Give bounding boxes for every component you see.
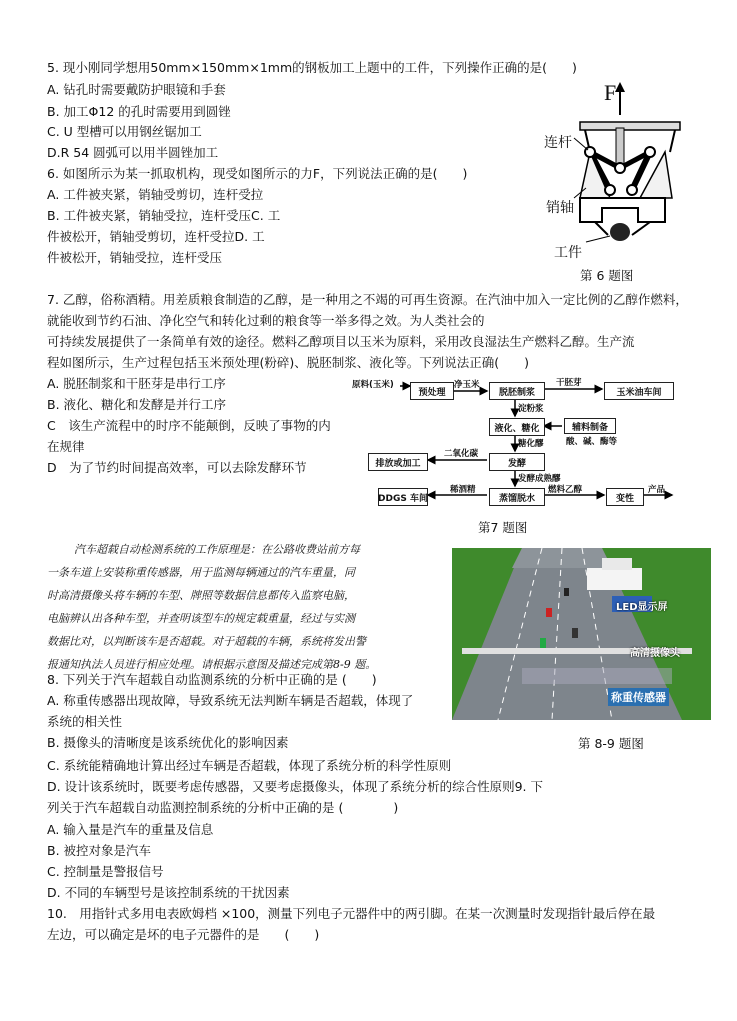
q7-line-3: 可持续发展提供了一条简单有效的途径。燃料乙醇项目以玉米为原料，采用改良湿法生产燃料乙醇。生产流: [47, 334, 635, 349]
fig7-caption: 第7 题图: [478, 520, 528, 535]
flow-co2: 二氧化碳: [444, 449, 479, 459]
flow-dilute: 稀酒精: [450, 485, 476, 495]
q9-option-b: B. 被控对象是汽车: [47, 843, 152, 858]
q9-option-d: D. 不同的车辆型号是该控制系统的干扰因素: [47, 885, 290, 900]
q7-option-a: A. 脱胚制浆和干胚芽是串行工序: [47, 376, 226, 391]
flow-raw: 原料(玉米): [352, 380, 394, 390]
q9-option-c: C. 控制量是警报信号: [47, 864, 164, 879]
q7-line-2: 就能收到节约石油、净化空气和转化过剩的粮食等一举多得之效。为人类社会的: [47, 313, 485, 328]
flow-vent: 排放或加工: [368, 453, 428, 471]
intro-line-1: 汽车超载自动检测系统的工作原理是：在公路收费站前方每: [74, 543, 360, 556]
flow-liquefy: 液化、糖化: [489, 418, 545, 436]
q5-option-b: B. 加工Φ12 的孔时需要用到圆锉: [47, 104, 231, 119]
flow-denature: 变性: [606, 488, 644, 506]
q8-option-c: C. 系统能精确地计算出经过车辆是否超载，体现了系统分析的科学性原则: [47, 758, 452, 773]
q5-stem: 5. 现小刚同学想用50mm×150mm×1mm的钢板加工上题中的工件，下列操作正确的是( ): [47, 60, 577, 75]
q7-line-4: 程如图所示，生产过程包括玉米预处理(粉碎)、脱胚制浆、液化等。下列说法正确( ): [47, 355, 530, 370]
q9-option-a: A. 输入量是汽车的重量及信息: [47, 822, 214, 837]
road-drawing: [452, 548, 711, 720]
link-label: 连杆: [544, 135, 572, 151]
flow-distill: 蒸馏脱水: [489, 488, 545, 506]
q7-option-b: B. 液化、糖化和发酵是并行工序: [47, 397, 227, 412]
camera-label: 高清摄像头: [630, 648, 680, 659]
q7-option-c-cont: 在规律: [47, 439, 85, 454]
q7-line-1: 7. 乙醇，俗称酒精。用差质粮食制造的乙醇，是一种用之不竭的可再生资源。在汽油中加入一定比例的乙醇作燃料，: [47, 292, 688, 307]
q7-option-c: C 该生产流程中的时序不能颠倒，反映了事物的内: [47, 418, 331, 433]
fig7-flowchart: [352, 374, 712, 509]
intro-line-3: 时高清摄像头将车辆的车型、牌照等数据信息都传入监察电脑，: [47, 589, 355, 602]
q8-stem: 8. 下列关于汽车超载自动监测系统的分析中正确的是 ( ): [47, 672, 377, 687]
q10-line-1: 10. 用指针式多用电表欧姆档 ×100，测量下列电子元器件中的两引脚。在某一次测量时发现指针最后停在最: [47, 906, 656, 921]
led-label: LED显示屏: [616, 602, 668, 613]
q8-option-a: A. 称重传感器出现故障，导致系统无法判断车辆是否超载，体现了: [47, 693, 414, 708]
flow-ddgs: DDGS 车间: [378, 488, 428, 506]
flow-degerm: 脱胚制浆: [489, 382, 545, 400]
q5-option-a: A. 钻孔时需要戴防护眼镜和手套: [47, 82, 226, 97]
intro-line-4: 电脑辨认出各种车型，并查明该型车的规定载重量，经过与实测: [47, 612, 355, 625]
flow-clean-corn: 净玉米: [454, 380, 480, 390]
fig89-road-scene: [452, 548, 711, 720]
flow-fuel: 燃料乙醇: [548, 485, 583, 495]
q6-line-5: 件被松开，销轴受拉，连杆受压: [47, 250, 223, 265]
force-label: F: [604, 80, 617, 105]
q9-stem: 列关于汽车超载自动监测控制系统的分析中正确的是 ( ): [47, 800, 399, 815]
fig6-gripper-diagram: [540, 80, 710, 280]
q8-option-d: D. 设计该系统时，既要考虑传感器，又要考虑摄像头，体现了系统分析的综合性原则9. 下: [47, 779, 543, 794]
fig6-caption: 第 6 题图: [580, 268, 634, 283]
flow-starch: 淀粉浆: [518, 404, 544, 414]
q5-option-c: C. U 型槽可以用钢丝锯加工: [47, 124, 202, 139]
workpiece-label: 工件: [554, 245, 582, 261]
q8-option-b: B. 摄像头的清晰度是该系统优化的影响因素: [47, 735, 289, 750]
flow-dry-germ: 干胚芽: [556, 378, 582, 388]
flow-mature: 发酵成熟醪: [518, 474, 561, 484]
flow-sugar: 糖化醪: [518, 439, 544, 449]
flow-pre: 预处理: [410, 382, 454, 400]
flow-germ-plant: 玉米油车间: [604, 382, 674, 400]
q10-line-2: 左边，可以确定是坏的电子元器件的是 ( ): [47, 927, 320, 942]
q6-stem: 6. 如图所示为某一抓取机构，现受如图所示的力F，下列说法正确的是( ): [47, 166, 468, 181]
intro-line-6: 报通知执法人员进行相应处理。请根据示意图及描述完成第8-9 题。: [47, 658, 377, 671]
flow-ferment: 发酵: [489, 453, 545, 471]
flow-aux-sub: 酸、碱、酶等: [566, 437, 618, 447]
sensor-label: 称重传感器: [608, 688, 669, 706]
q6-line-2: A. 工件被夹紧，销轴受剪切，连杆受拉: [47, 187, 264, 202]
q5-option-d: D.R 54 圆弧可以用半圆锉加工: [47, 145, 219, 160]
intro-line-5: 数据比对，以判断该车是否超载。对于超载的车辆，系统将发出警: [47, 635, 366, 648]
flow-product: 产品: [648, 485, 666, 495]
q7-option-d: D 为了节约时间提高效率，可以去除发酵环节: [47, 460, 307, 475]
q6-line-4: 件被松开，销轴受剪切，连杆受拉D. 工: [47, 229, 265, 244]
q8-option-a-cont: 系统的相关性: [47, 714, 123, 729]
q6-line-3: B. 工件被夹紧，销轴受拉，连杆受压C. 工: [47, 208, 281, 223]
flow-aux: 辅料制备: [564, 418, 616, 434]
intro-line-2: 一条车道上安装称重传感器，用于监测每辆通过的汽车重量，同: [47, 566, 355, 579]
fig89-caption: 第 8-9 题图: [578, 736, 644, 751]
pin-label: 销轴: [546, 200, 574, 216]
